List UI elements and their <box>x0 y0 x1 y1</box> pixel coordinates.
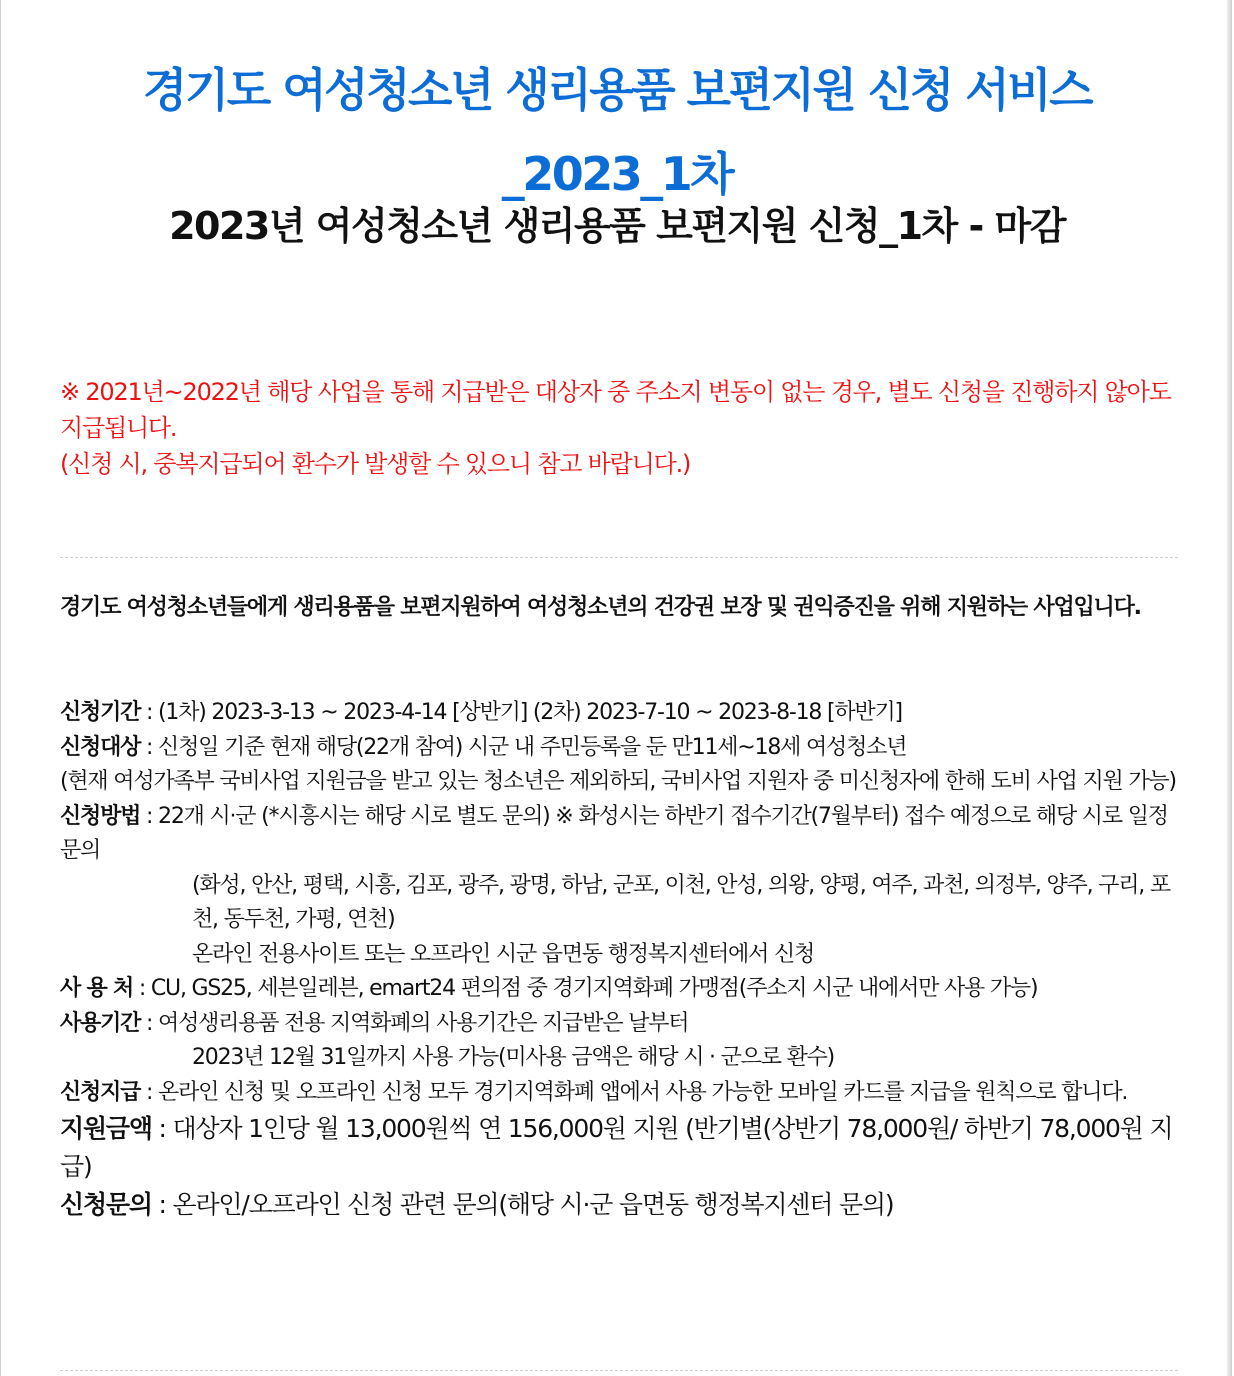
detail-usage-period <box>60 1007 1190 1042</box>
detail-target-note: (현재 여성가족부 국비사업 지원금을 받고 있는 청소년은 제외하되, 국비사업 지원자 중 미신청자에 한해 도비 사업 지원 가능) <box>60 769 1176 794</box>
detail-inquiry <box>60 1186 1190 1224</box>
detail-method-cities: (화성, 안산, 평택, 시흥, 김포, 광주, 광명, 하남, 군포, 이천, 안성, 의왕, 양평, 여주, 과천, 의정부, 양주, 구리, 포천, 동두천, 가평, 연천) <box>192 872 1170 932</box>
notice-line: ※ 2021년~2022년 해당 사업을 통해 지급받은 대상자 중 주소지 변동이 없는 경우, 별도 신청을 진행하지 않아도 지급됩니다. <box>60 378 1171 442</box>
detail-target <box>60 731 1190 766</box>
intro-text: 경기도 여성청소년들에게 생리용품을 보편지원하여 여성청소년의 건강권 보장 및 권익증진을 위해 지원하는 사업입니다. <box>60 595 1141 620</box>
detail-value: : 대상자 1인당 월 13,000원씩 연 156,000원 지원 (반기별(상반기 78,000원/ 하반기 78,000원 지급) <box>60 1114 1173 1181</box>
detail-label: 신청문의 <box>60 1190 152 1219</box>
notice-line: (신청 시, 중복지급되어 환수가 발생할 수 있으니 참고 바랍니다.) <box>60 450 691 478</box>
detail-place <box>60 972 1190 1007</box>
detail-label: 신청기간 <box>60 700 141 725</box>
page-title-line1: 경기도 여성청소년 생리용품 보편지원 신청 서비스 <box>142 63 1092 117</box>
notice-block <box>60 374 1190 482</box>
detail-payment <box>60 1076 1190 1111</box>
page-title <box>40 48 1194 216</box>
detail-label: 지원금액 <box>60 1114 152 1143</box>
detail-value: : 여성생리용품 전용 지역화폐의 사용기간은 지급받은 날부터 <box>140 1010 689 1036</box>
detail-label: 신청대상 <box>60 734 141 760</box>
page-subtitle: 2023년 여성청소년 생리용품 보편지원 신청_1차 - 마감 <box>169 204 1065 248</box>
detail-label: 신청방법 <box>60 803 141 829</box>
page-title-line2: _2023_1차 <box>501 147 733 201</box>
detail-label: 신청지급 <box>60 1079 141 1105</box>
details-block <box>60 696 1190 1224</box>
detail-value: : CU, GS25, 세븐일레븐, emart24 편의점 중 경기지역화폐 가맹점(주소지 시군 내에서만 사용 가능) <box>133 976 1038 1001</box>
detail-value: : (1차) 2023-3-13 ~ 2023-4-14 [상반기] (2차) 2023-7-10 ~ 2023-8-18 [하반기] <box>140 700 902 725</box>
detail-label: 사용기간 <box>60 1010 141 1036</box>
detail-period <box>60 696 1190 731</box>
detail-value: : 온라인/오프라인 신청 관련 문의(해당 시·군 읍면동 행정복지센터 문의) <box>151 1190 894 1219</box>
divider <box>60 557 1178 558</box>
divider <box>60 1370 1178 1371</box>
detail-method-channel: 온라인 전용사이트 또는 오프라인 시군 읍면동 행정복지센터에서 신청 <box>192 941 815 967</box>
detail-usage-period-line2: 2023년 12월 31일까지 사용 가능(미사용 금액은 해당 시 · 군으로 환수) <box>192 1045 835 1070</box>
detail-amount <box>60 1110 1190 1186</box>
detail-value: : 신청일 기준 현재 해당(22개 참여) 시군 내 주민등록을 둔 만11세~18세 여성청소년 <box>140 734 907 760</box>
detail-method <box>60 800 1190 869</box>
detail-label: 사 용 처 <box>60 976 134 1001</box>
detail-value: : 22개 시·군 (*시흥시는 해당 시로 별도 문의) ※ 화성시는 하반기 접수기간(7월부터) 접수 예정으로 해당 시로 일정 문의 <box>60 803 1168 863</box>
detail-value: : 온라인 신청 및 오프라인 신청 모두 경기지역화폐 앱에서 사용 가능한 모바일 카드를 지급을 원칙으로 합니다. <box>140 1079 1128 1105</box>
